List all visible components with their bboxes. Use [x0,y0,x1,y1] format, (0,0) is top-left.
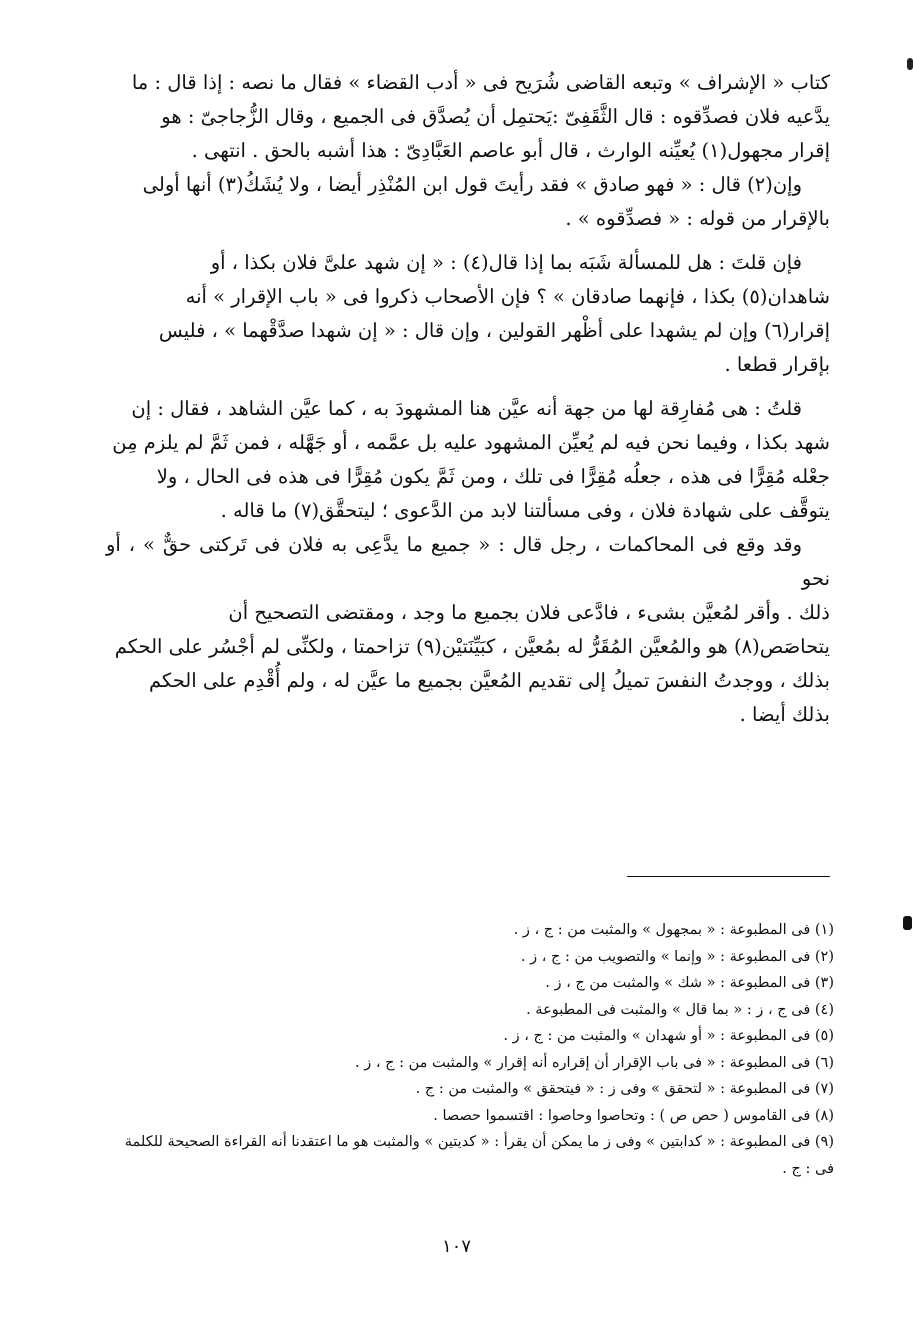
text-line: يتوقَّف على شهادة فلان ، وفى مسألتنا لابد من الدَّعوى ؛ ليتحقَّق(٧) ما قاله . [220,499,830,522]
paragraph-1 [106,66,830,168]
text-line: بذلك أيضا . [739,703,830,726]
footnote-9: (٩) فى المطبوعة : « كدابتين » وفى ز ما يمكن أن يقرأ : « كديتين » والمثبت هو ما اعتقدنا أنه القراءة الصحيحة للكلمة [124,1134,834,1150]
text-line: فإن قلتَ : هل للمسألة شَبَه بما إذا قال(٤) : « إن شهد علىَّ فلان بكذا ، أو [210,251,802,274]
text-line: شاهدان(٥) بكذا ، فإنهما صادقان » ؟ فإن الأصحاب ذكروا فى « باب الإقرار » أنه [185,285,830,308]
text-line: إقرار(٦) وإن لم يشهدا على أظْهر القولين ، وإن قال : « إن شهدا صدَّقْهما » ، فليس [158,319,830,342]
main-text [106,66,830,732]
text-line: شهد بكذا ، وفيما نحن فيه لم يُعيِّن المشهود عليه بل عمَّمه ، أو جَهَّله ، فمن ثَمَّ لم يلزم مِن [112,431,830,454]
footnotes [106,917,834,1182]
scan-mark-top [907,58,913,70]
paragraph-5 [106,528,830,732]
text-line: بإقرار قطعا . [724,353,830,376]
footnote-7: (٧) فى المطبوعة : « لتحقق » وفى ز : « فيتحقق » والمثبت من : ج . [415,1081,834,1097]
text-line: وإن(٢) قال : « فهو صادق » فقد رأيتَ قول ابن المُنْذِر أيضا ، ولا يُشَكُ(٣) أنها أولى [142,173,802,196]
footnote-8: (٨) فى القاموس ( حص ص ) : وتحاصوا وحاصوا : اقتسموا حصصا . [433,1107,834,1124]
footnote-9-continuation: فى : ج . [782,1160,834,1177]
paragraph-2 [106,168,830,236]
text-line: إقرار مجهول(١) يُعيِّنه الوارث ، قال أبو عاصم العَبَّادِىّ : هذا أشبه بالحق . انتهى . [191,139,830,162]
text-line: جعْله مُقِرًّا فى هذه ، جعلُه مُقِرًّا فى تلك ، ومن ثَمَّ يكون مُقِرًّا فى هذه فى الحال ، ولا [156,465,830,488]
page-number: ١٠٧ [441,1236,471,1257]
text-line: يدَّعيه فلان فصدِّقوه : قال الثَّقَفِىّ :يَحتمِل أن يُصدَّق فى الجميع ، وقال الزُّجاجىّ : هو [161,105,830,128]
text-line: يتحاصَص(٨) هو والمُعيَّن المُقَرُّ له بمُعيَّن ، كبَيِّنَتيْن(٩) تزاحمتا ، ولكنِّى لم أجْسُر على الحكم [114,635,830,658]
text-line: كتاب « الإشراف » وتبعه القاضى شُرَيح فى « أدب القضاء » فقال ما نصه : إذا قال : ما [131,71,830,94]
footnote-6: (٦) فى المطبوعة : « فى باب الإقرار أن إقراره أنه إقرار » والمثبت من : ج ، ز . [355,1054,834,1071]
text-line: بالإقرار من قوله : « فصدِّقوه » . [565,207,830,230]
text-line: ذلك . وأقر لمُعيَّن بشىء ، فادَّعى فلان بجميع ما وجد ، ومقتضى التصحيح أن [228,601,830,624]
footnote-3: (٣) فى المطبوعة : « شك » والمثبت من ج ، ز . [545,975,834,991]
footnote-separator [627,876,830,877]
paragraph-3 [106,246,830,382]
paragraph-4 [106,392,830,528]
text-line: قلتُ : هى مُفارِقة لها من جهة أنه عيَّن هنا المشهودَ به ، كما عيَّن الشاهد ، فقال : إن [131,397,802,420]
text-line: وقد وقع فى المحاكمات ، رجل قال : « جميع ما يدَّعِى به فلان فى تَركتى حقٌّ » ، أو نحو [106,533,830,590]
text-line: بذلك ، ووجدتُ النفسَ تميلُ إلى تقديم المُعيَّن بجميع ما عيَّن له ، ولم أُقْدِم على الحكم [148,669,830,692]
footnote-5: (٥) فى المطبوعة : « أو شهدان » والمثبت من : ج ، ز . [503,1028,834,1044]
scan-mark-middle [903,916,912,930]
footnote-2: (٢) فى المطبوعة : « وإنما » والتصويب من : ج ، ز . [520,948,834,965]
footnote-4: (٤) فى ج ، ز : « بما قال » والمثبت فى المطبوعة . [526,1001,834,1018]
footnote-1: (١) فى المطبوعة : « بمجهول » والمثبت من : ج ، ز . [513,922,834,938]
